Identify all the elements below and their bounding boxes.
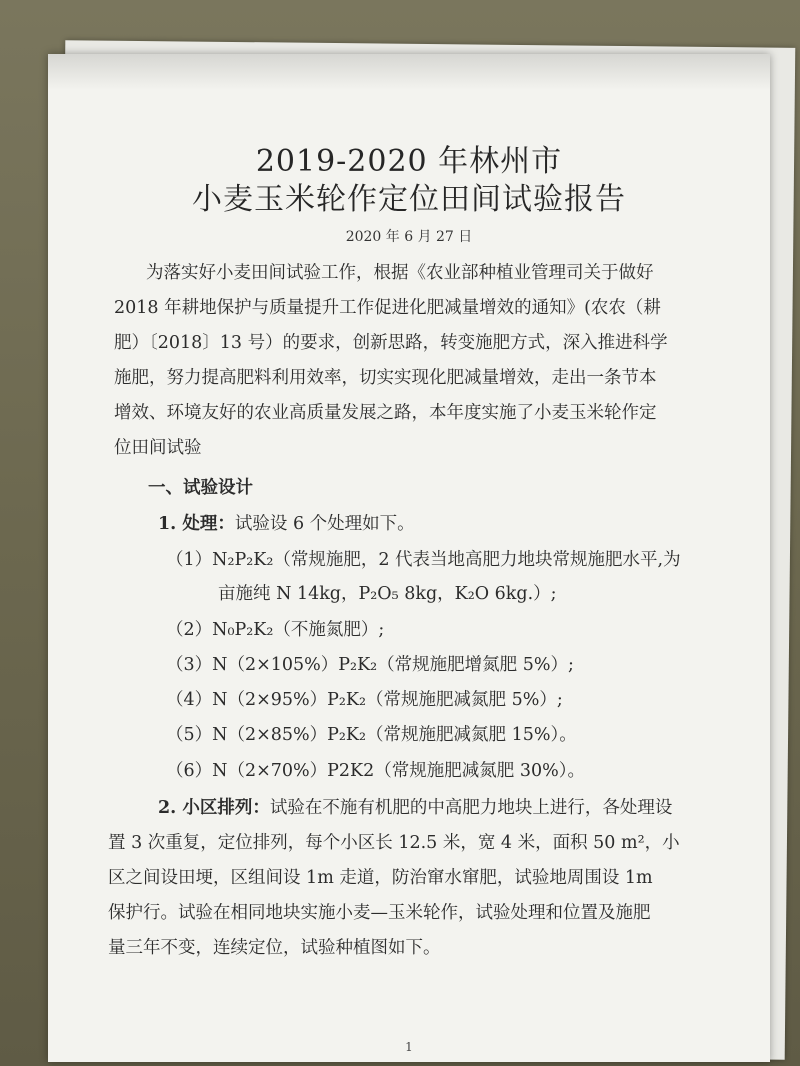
page-number: 1 xyxy=(405,1040,413,1054)
treatment-5: （5）N（2×85%）P₂K₂（常规施肥减氮肥 15%）。 xyxy=(166,725,577,745)
item-2-line: 试验在不施有机肥的中高肥力地块上进行，各处理设 xyxy=(269,798,673,818)
treatment-6: （6）N（2×70%）P2K2（常规施肥减氮肥 30%）。 xyxy=(166,761,585,781)
intro-line: 为落实好小麦田间试验工作，根据《农业部种植业管理司关于做好 xyxy=(146,263,654,283)
treatment-1 xyxy=(166,546,681,571)
item-2-line: 保护行。试验在相同地块实施小麦—玉米轮作，试验处理和位置及施肥 xyxy=(108,903,651,923)
photocopy-smudge xyxy=(48,54,770,90)
intro-line: 肥）〔2018〕13 号）的要求，创新思路，转变施肥方式，深入推进科学 xyxy=(114,333,668,353)
treatment-3: （3）N（2×105%）P₂K₂（常规施肥增氮肥 5%）; xyxy=(166,655,574,675)
item-2-label: 2. 小区排列： xyxy=(158,798,270,818)
report-date: 2020 年 6 月 27 日 xyxy=(345,229,473,245)
item-2 xyxy=(158,794,672,819)
treatment-1-desc: （常规施肥，2 代表当地高肥力地块常规施肥水平,为 xyxy=(273,550,681,570)
item-1-label: 1. 处理： xyxy=(158,514,235,534)
item-1 xyxy=(158,510,415,535)
treatment-4: （4）N（2×95%）P₂K₂（常规施肥减氮肥 5%）; xyxy=(166,690,563,710)
item-1-text: 试验设 6 个处理如下。 xyxy=(234,514,415,534)
treatment-1-continued: 亩施纯 N 14kg，P₂O₅ 8kg，K₂O 6kg.）; xyxy=(218,584,557,604)
intro-line: 施肥，努力提高肥料利用效率，切实实现化肥减量增效，走出一条节本 xyxy=(114,368,657,388)
treatment-2: （2）N₀P₂K₂（不施氮肥）; xyxy=(166,620,385,640)
intro-line: 位田间试验 xyxy=(114,438,202,458)
treatment-1-code: （1）N₂P₂K₂ xyxy=(166,550,274,570)
title-line-1: 2019-2020 年林州市 xyxy=(255,144,563,179)
item-2-line: 区之间设田埂，区组间设 1m 走道，防治窜水窜肥，试验地周围设 1m xyxy=(108,868,653,888)
item-2-line: 置 3 次重复，定位排列，每个小区长 12.5 米，宽 4 米，面积 50 m²，小 xyxy=(108,833,680,853)
item-2-line: 量三年不变，连续定位，试验种植图如下。 xyxy=(108,938,441,958)
title-line-2: 小麦玉米轮作定位田间试验报告 xyxy=(192,182,626,217)
intro-line: 增效、环境友好的农业高质量发展之路，本年度实施了小麦玉米轮作定 xyxy=(114,403,657,423)
document-page xyxy=(48,54,770,1062)
section-heading: 一、试验设计 xyxy=(148,478,253,498)
intro-line: 2018 年耕地保护与质量提升工作促进化肥减量增效的通知》(农农（耕 xyxy=(114,298,661,318)
